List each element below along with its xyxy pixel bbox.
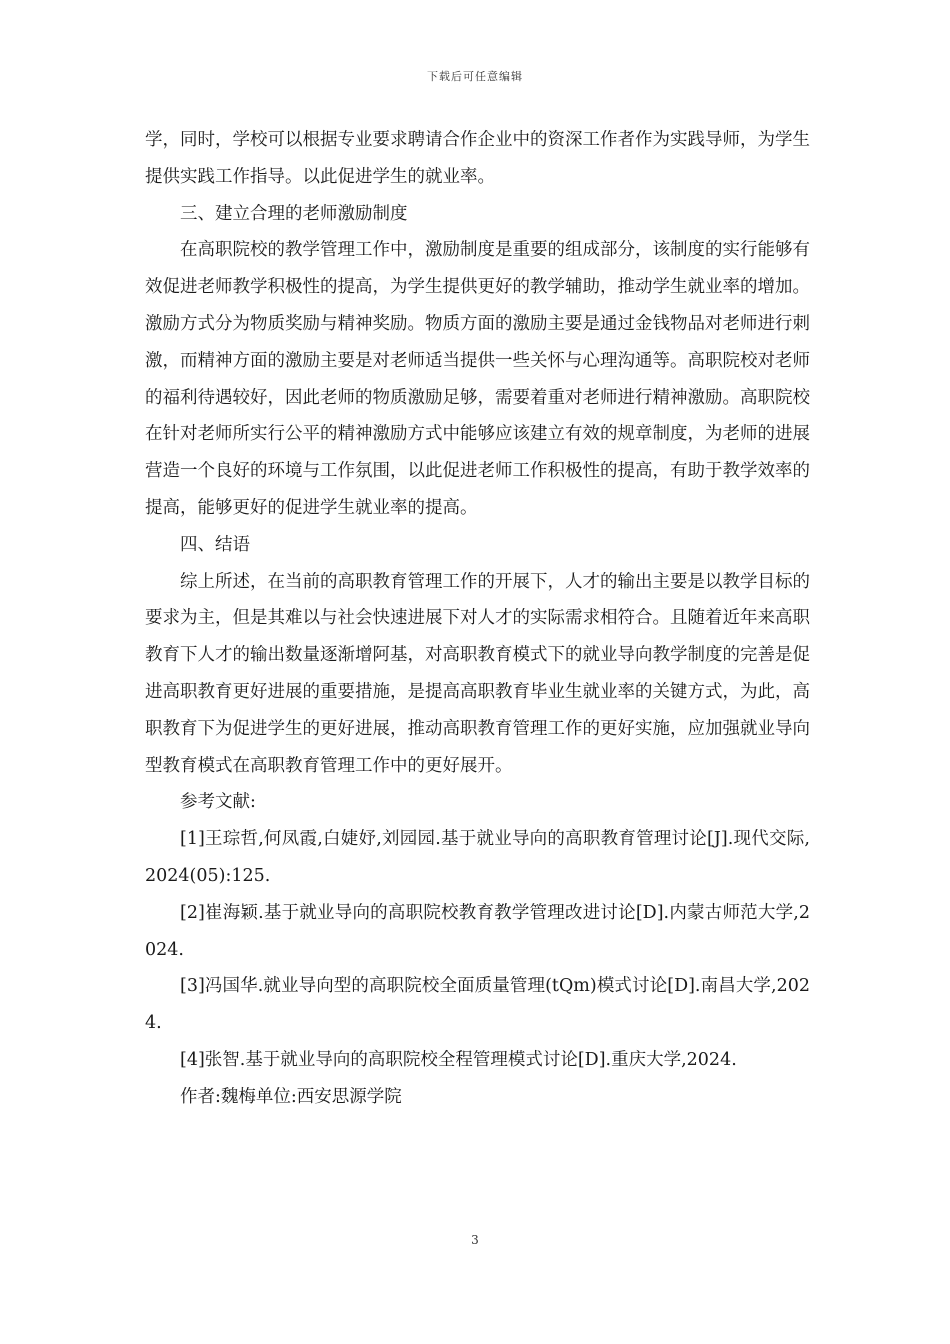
- paragraph-continuation: 学，同时，学校可以根据专业要求聘请合作企业中的资深工作者作为实践导师，为学生提供实践工作指导。以此促进学生的就业率。: [145, 130, 810, 187]
- section-heading-4: 四、结语: [180, 534, 250, 555]
- reference-item-3: [3]冯国华.就业导向型的高职院校全面质量管理(tQm)模式讨论[D].南昌大学,2024.: [145, 976, 810, 1034]
- page-header: 下载后可任意编辑: [427, 70, 523, 83]
- document-body: [145, 122, 810, 1116]
- reference-item-4: [4]张智.基于就业导向的高职院校全程管理模式讨论[D].重庆大学,2024.: [180, 1049, 737, 1070]
- author-line: 作者:魏梅单位:西安思源学院: [180, 1086, 402, 1107]
- paragraph-conclusion: 综上所述，在当前的高职教育管理工作的开展下，人才的输出主要是以教学目标的要求为主，但是其难以与社会快速进展下对人才的实际需求相符合。且随着近年来高职教育下人才的输出数量逐渐增阿基，对高职教育模式下的就业导向教学制度的完善是促进高职教育更好进展的重要措施，是提高高职教育毕业生就业率的关键方式，为此，高职教育下为促进学生的更好进展，推动高职教育管理工作的更好实施，应加强就业导向型教育模式在高职教育管理工作中的更好展开。: [145, 571, 810, 776]
- section-heading-3: 三、建立合理的老师激励制度: [180, 203, 408, 224]
- reference-item-2: [2]崔海颖.基于就业导向的高职院校教育教学管理改进讨论[D].内蒙古师范大学,2024.: [145, 902, 810, 960]
- reference-item-1: [1]王琮哲,何凤霞,白婕妤,刘园园.基于就业导向的高职教育管理讨论[J].现代交际,2024(05):125.: [145, 829, 810, 886]
- page-number: 3: [471, 1233, 479, 1247]
- paragraph-incentive-system: 在高职院校的教学管理工作中，激励制度是重要的组成部分，该制度的实行能够有效促进老师教学积极性的提高，为学生提供更好的教学辅助，推动学生就业率的增加。激励方式分为物质奖励与精神奖励。物质方面的激励主要是通过金钱物品对老师进行刺激，而精神方面的激励主要是对老师适当提供一些关怀与心理沟通等。高职院校对老师的福利待遇较好，因此老师的物质激励足够，需要着重对老师进行精神激励。高职院校在针对老师所实行公平的精神激励方式中能够应该建立有效的规章制度，为老师的进展营造一个良好的环境与工作氛围，以此促进老师工作积极性的提高，有助于教学效率的提高，能够更好的促进学生就业率的提高。: [145, 240, 810, 518]
- references-title: 参考文献:: [180, 792, 256, 813]
